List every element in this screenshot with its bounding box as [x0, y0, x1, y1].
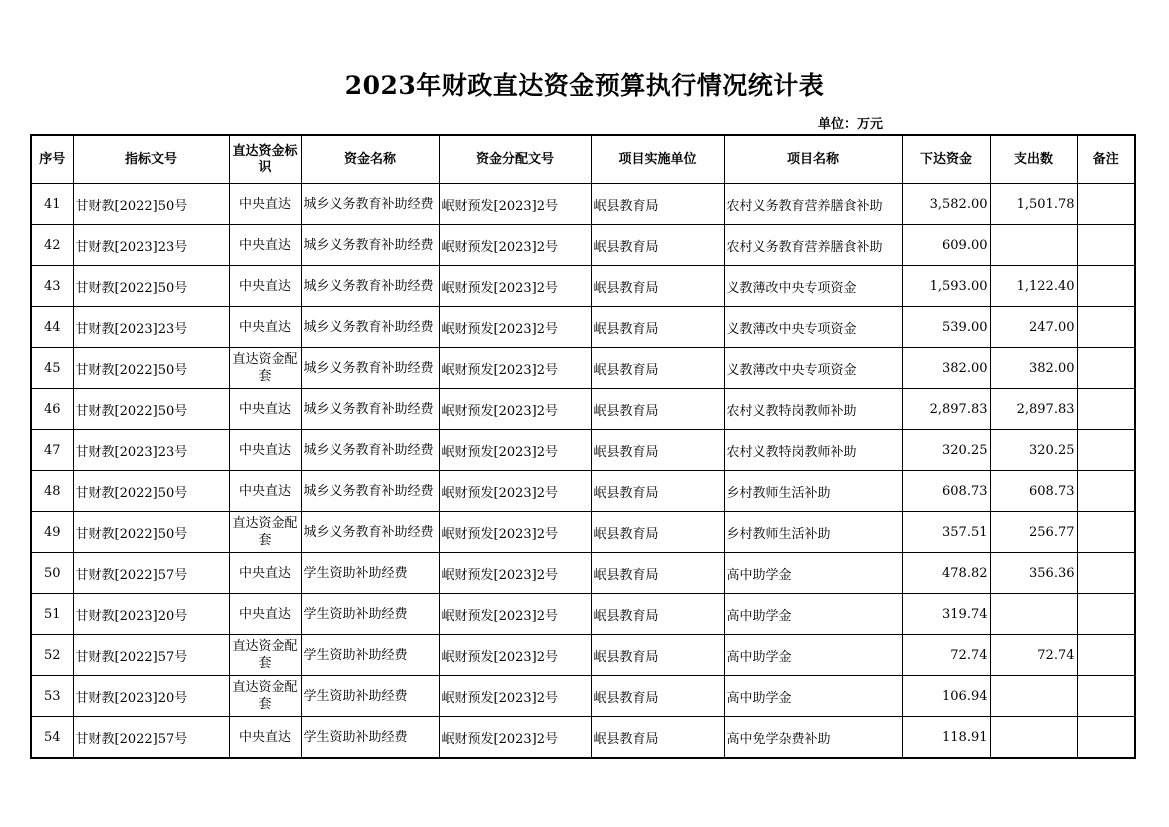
cell-spent: 356.36 — [990, 553, 1077, 594]
cell-note — [1077, 471, 1135, 512]
page-title: 2023年财政直达资金预算执行情况统计表 — [344, 71, 825, 100]
cell-doc: 甘财教[2023]20号 — [73, 594, 229, 635]
table-row — [31, 553, 1135, 594]
cell-no: 46 — [31, 389, 73, 430]
cell-doc: 甘财教[2023]23号 — [73, 307, 229, 348]
cell-alloc: 岷财预发[2023]2号 — [439, 594, 591, 635]
cell-doc: 甘财教[2022]50号 — [73, 266, 229, 307]
cell-doc: 甘财教[2022]50号 — [73, 389, 229, 430]
cell-doc: 甘财教[2022]57号 — [73, 635, 229, 676]
cell-fund: 城乡义务教育补助经费 — [301, 225, 439, 266]
cell-alloc: 岷财预发[2023]2号 — [439, 348, 591, 389]
cell-project: 高中助学金 — [724, 594, 902, 635]
header-fund: 资金名称 — [301, 135, 439, 184]
header-issued: 下达资金 — [902, 135, 990, 184]
cell-issued: 608.73 — [902, 471, 990, 512]
cell-note — [1077, 553, 1135, 594]
cell-project: 农村义教特岗教师补助 — [724, 430, 902, 471]
cell-no: 43 — [31, 266, 73, 307]
cell-alloc: 岷财预发[2023]2号 — [439, 717, 591, 759]
cell-note — [1077, 594, 1135, 635]
cell-no: 52 — [31, 635, 73, 676]
cell-note — [1077, 348, 1135, 389]
cell-fund: 城乡义务教育补助经费 — [301, 307, 439, 348]
cell-issued: 539.00 — [902, 307, 990, 348]
cell-flag: 中央直达 — [229, 184, 301, 225]
cell-no: 45 — [31, 348, 73, 389]
cell-note — [1077, 307, 1135, 348]
cell-issued: 478.82 — [902, 553, 990, 594]
cell-doc: 甘财教[2023]23号 — [73, 225, 229, 266]
cell-spent: 320.25 — [990, 430, 1077, 471]
cell-fund: 学生资助补助经费 — [301, 553, 439, 594]
cell-fund: 城乡义务教育补助经费 — [301, 512, 439, 553]
cell-doc: 甘财教[2022]50号 — [73, 184, 229, 225]
cell-flag: 直达资金配套 — [229, 635, 301, 676]
cell-unit: 岷县教育局 — [591, 184, 724, 225]
cell-unit: 岷县教育局 — [591, 307, 724, 348]
cell-doc: 甘财教[2023]23号 — [73, 430, 229, 471]
cell-spent — [990, 594, 1077, 635]
table-row — [31, 348, 1135, 389]
cell-alloc: 岷财预发[2023]2号 — [439, 225, 591, 266]
cell-spent: 1,501.78 — [990, 184, 1077, 225]
table-row — [31, 225, 1135, 266]
table-row — [31, 594, 1135, 635]
cell-project: 义教薄改中央专项资金 — [724, 266, 902, 307]
cell-spent: 72.74 — [990, 635, 1077, 676]
cell-issued: 3,582.00 — [902, 184, 990, 225]
cell-no: 49 — [31, 512, 73, 553]
table-row — [31, 307, 1135, 348]
cell-flag: 中央直达 — [229, 389, 301, 430]
cell-alloc: 岷财预发[2023]2号 — [439, 307, 591, 348]
cell-no: 48 — [31, 471, 73, 512]
table-row — [31, 430, 1135, 471]
cell-issued: 357.51 — [902, 512, 990, 553]
cell-alloc: 岷财预发[2023]2号 — [439, 676, 591, 717]
cell-flag: 中央直达 — [229, 307, 301, 348]
budget-table — [30, 134, 1136, 759]
cell-unit: 岷县教育局 — [591, 676, 724, 717]
header-spent: 支出数 — [990, 135, 1077, 184]
cell-issued: 2,897.83 — [902, 389, 990, 430]
cell-note — [1077, 225, 1135, 266]
cell-alloc: 岷财预发[2023]2号 — [439, 512, 591, 553]
cell-fund: 学生资助补助经费 — [301, 635, 439, 676]
cell-note — [1077, 184, 1135, 225]
cell-no: 51 — [31, 594, 73, 635]
cell-unit: 岷县教育局 — [591, 389, 724, 430]
table-header-row — [31, 135, 1135, 184]
header-alloc: 资金分配文号 — [439, 135, 591, 184]
cell-fund: 学生资助补助经费 — [301, 676, 439, 717]
cell-fund: 学生资助补助经费 — [301, 594, 439, 635]
cell-flag: 中央直达 — [229, 430, 301, 471]
cell-project: 农村义务教育营养膳食补助 — [724, 184, 902, 225]
cell-no: 47 — [31, 430, 73, 471]
cell-spent: 2,897.83 — [990, 389, 1077, 430]
table-row — [31, 266, 1135, 307]
cell-alloc: 岷财预发[2023]2号 — [439, 184, 591, 225]
cell-fund: 城乡义务教育补助经费 — [301, 471, 439, 512]
cell-fund: 城乡义务教育补助经费 — [301, 348, 439, 389]
cell-flag: 直达资金配套 — [229, 512, 301, 553]
cell-issued: 320.25 — [902, 430, 990, 471]
cell-fund: 城乡义务教育补助经费 — [301, 266, 439, 307]
table-row — [31, 389, 1135, 430]
cell-issued: 319.74 — [902, 594, 990, 635]
table-row — [31, 676, 1135, 717]
cell-note — [1077, 635, 1135, 676]
cell-no: 50 — [31, 553, 73, 594]
header-project: 项目名称 — [724, 135, 902, 184]
cell-note — [1077, 389, 1135, 430]
cell-spent — [990, 717, 1077, 759]
cell-alloc: 岷财预发[2023]2号 — [439, 266, 591, 307]
cell-note — [1077, 717, 1135, 759]
cell-flag: 中央直达 — [229, 553, 301, 594]
cell-alloc: 岷财预发[2023]2号 — [439, 471, 591, 512]
cell-project: 高中免学杂费补助 — [724, 717, 902, 759]
cell-spent — [990, 225, 1077, 266]
cell-alloc: 岷财预发[2023]2号 — [439, 389, 591, 430]
header-unit: 项目实施单位 — [591, 135, 724, 184]
table-row — [31, 512, 1135, 553]
cell-alloc: 岷财预发[2023]2号 — [439, 553, 591, 594]
cell-unit: 岷县教育局 — [591, 266, 724, 307]
cell-spent — [990, 676, 1077, 717]
cell-unit: 岷县教育局 — [591, 430, 724, 471]
cell-doc: 甘财教[2023]20号 — [73, 676, 229, 717]
cell-project: 高中助学金 — [724, 553, 902, 594]
cell-flag: 中央直达 — [229, 225, 301, 266]
cell-unit: 岷县教育局 — [591, 471, 724, 512]
table-row — [31, 635, 1135, 676]
table-row — [31, 471, 1135, 512]
cell-issued: 1,593.00 — [902, 266, 990, 307]
cell-doc: 甘财教[2022]50号 — [73, 512, 229, 553]
cell-spent: 247.00 — [990, 307, 1077, 348]
cell-doc: 甘财教[2022]50号 — [73, 348, 229, 389]
cell-doc: 甘财教[2022]50号 — [73, 471, 229, 512]
table-row — [31, 717, 1135, 759]
cell-project: 乡村教师生活补助 — [724, 471, 902, 512]
cell-unit: 岷县教育局 — [591, 348, 724, 389]
cell-alloc: 岷财预发[2023]2号 — [439, 635, 591, 676]
header-note: 备注 — [1077, 135, 1135, 184]
cell-no: 44 — [31, 307, 73, 348]
cell-spent: 256.77 — [990, 512, 1077, 553]
cell-issued: 118.91 — [902, 717, 990, 759]
cell-issued: 609.00 — [902, 225, 990, 266]
cell-project: 农村义务教育营养膳食补助 — [724, 225, 902, 266]
cell-no: 54 — [31, 717, 73, 759]
cell-spent: 608.73 — [990, 471, 1077, 512]
cell-no: 41 — [31, 184, 73, 225]
cell-project: 高中助学金 — [724, 676, 902, 717]
cell-project: 义教薄改中央专项资金 — [724, 307, 902, 348]
cell-issued: 72.74 — [902, 635, 990, 676]
cell-note — [1077, 512, 1135, 553]
cell-note — [1077, 430, 1135, 471]
cell-fund: 城乡义务教育补助经费 — [301, 184, 439, 225]
cell-unit: 岷县教育局 — [591, 594, 724, 635]
cell-project: 乡村教师生活补助 — [724, 512, 902, 553]
cell-flag: 中央直达 — [229, 717, 301, 759]
cell-project: 义教薄改中央专项资金 — [724, 348, 902, 389]
cell-doc: 甘财教[2022]57号 — [73, 553, 229, 594]
cell-flag: 直达资金配套 — [229, 348, 301, 389]
cell-unit: 岷县教育局 — [591, 553, 724, 594]
header-flag: 直达资金标识 — [229, 135, 301, 184]
cell-flag: 中央直达 — [229, 471, 301, 512]
cell-project: 高中助学金 — [724, 635, 902, 676]
cell-flag: 直达资金配套 — [229, 676, 301, 717]
cell-unit: 岷县教育局 — [591, 512, 724, 553]
header-no: 序号 — [31, 135, 73, 184]
cell-no: 42 — [31, 225, 73, 266]
cell-note — [1077, 266, 1135, 307]
cell-spent: 1,122.40 — [990, 266, 1077, 307]
table-row — [31, 184, 1135, 225]
cell-fund: 学生资助补助经费 — [301, 717, 439, 759]
cell-flag: 中央直达 — [229, 594, 301, 635]
cell-no: 53 — [31, 676, 73, 717]
header-doc: 指标文号 — [73, 135, 229, 184]
cell-fund: 城乡义务教育补助经费 — [301, 389, 439, 430]
unit-label: 单位：万元 — [818, 117, 884, 132]
cell-project: 农村义教特岗教师补助 — [724, 389, 902, 430]
cell-note — [1077, 676, 1135, 717]
cell-flag: 中央直达 — [229, 266, 301, 307]
cell-unit: 岷县教育局 — [591, 717, 724, 759]
cell-spent: 382.00 — [990, 348, 1077, 389]
cell-doc: 甘财教[2022]57号 — [73, 717, 229, 759]
cell-fund: 城乡义务教育补助经费 — [301, 430, 439, 471]
cell-alloc: 岷财预发[2023]2号 — [439, 430, 591, 471]
cell-issued: 382.00 — [902, 348, 990, 389]
cell-issued: 106.94 — [902, 676, 990, 717]
cell-unit: 岷县教育局 — [591, 225, 724, 266]
cell-unit: 岷县教育局 — [591, 635, 724, 676]
